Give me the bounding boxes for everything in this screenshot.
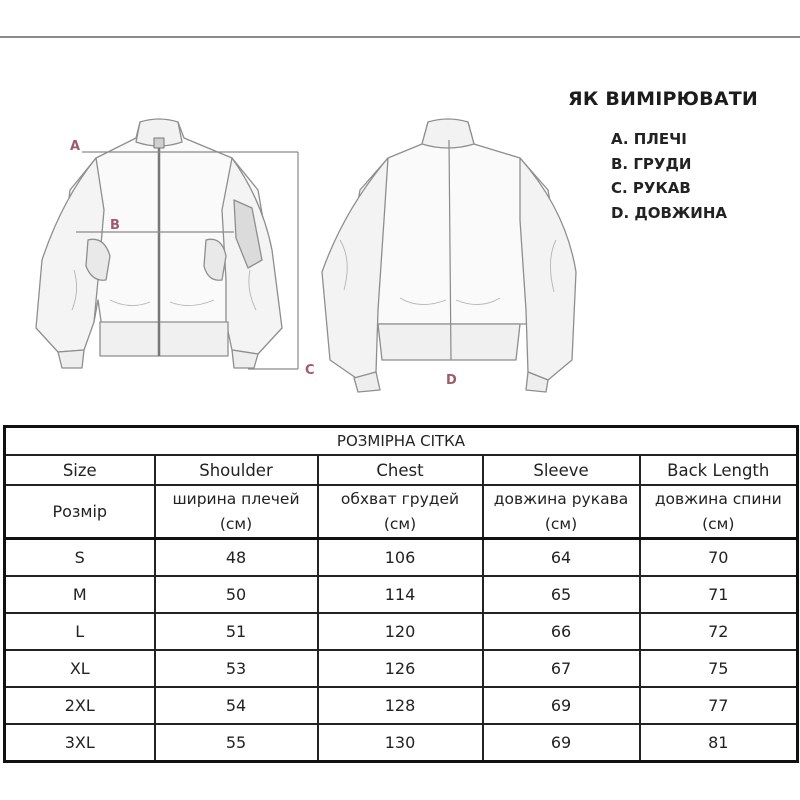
front-jacket-icon [36,119,282,368]
cell-chest: 120 [318,613,483,650]
marker-d: D [446,373,457,388]
cell-chest: 128 [318,687,483,724]
subheader-sleeve [483,485,640,539]
cell-shoulder: 54 [155,687,318,724]
size-chart-table [3,425,799,763]
cell-sleeve: 66 [483,613,640,650]
cell-shoulder: 55 [155,724,318,762]
subheader-shoulder-text: ширина плечей [172,489,300,508]
header-back-length: Back Length [640,455,798,485]
top-divider [0,36,800,38]
cell-size: 2XL [5,687,155,724]
cell-size: XL [5,650,155,687]
cell-back-length: 81 [640,724,798,762]
legend-item-b: B. ГРУДИ [611,154,692,173]
table-title-row [5,427,798,456]
header-size: Size [5,455,155,485]
subheader-chest-unit: (см) [383,514,417,533]
legend-item-d: D. ДОВЖИНА [611,203,727,222]
table-header-row [5,455,798,485]
subheader-chest-text: обхват грудей [340,489,460,508]
cell-back-length: 75 [640,650,798,687]
cell-sleeve: 67 [483,650,640,687]
subheader-back-length-unit: (см) [702,514,735,533]
cell-shoulder: 53 [155,650,318,687]
subheader-sleeve-unit: (см) [544,514,578,533]
marker-c: C [305,363,315,378]
how-to-title: ЯК ВИМІРЮВАТИ [568,88,759,110]
marker-b: B [110,218,120,233]
cell-size: M [5,576,155,613]
table-row [5,650,798,687]
subheader-shoulder [155,485,318,539]
subheader-back-length-text: довжина спини [654,489,782,508]
cell-chest: 114 [318,576,483,613]
legend-item-a: A. ПЛЕЧІ [611,130,687,148]
cell-size: S [5,539,155,577]
cell-back-length: 77 [640,687,798,724]
cell-shoulder: 50 [155,576,318,613]
cell-sleeve: 65 [483,576,640,613]
cell-back-length: 72 [640,613,798,650]
cell-chest: 126 [318,650,483,687]
table-row [5,613,798,650]
subheader-size [5,485,155,539]
table-row [5,576,798,613]
table-title: РОЗМІРНА СІТКА [5,427,798,456]
cell-shoulder: 51 [155,613,318,650]
subheader-shoulder-unit: (см) [219,514,253,533]
measure-legend [568,127,758,225]
cell-sleeve: 64 [483,539,640,577]
header-chest: Chest [318,455,483,485]
cell-chest: 106 [318,539,483,577]
table-row [5,539,798,577]
subheader-sleeve-text: довжина рукава [493,489,629,508]
cell-size: 3XL [5,724,155,762]
cell-back-length: 70 [640,539,798,577]
header-sleeve: Sleeve [483,455,640,485]
table-subheader-row [5,485,798,539]
subheader-size-text: Розмір [52,502,108,521]
subheader-chest [318,485,483,539]
subheader-back-length [640,485,798,539]
cell-chest: 130 [318,724,483,762]
header-shoulder: Shoulder [155,455,318,485]
how-to-measure [568,88,758,225]
marker-a: A [70,139,81,154]
table-row [5,724,798,762]
cell-sleeve: 69 [483,687,640,724]
cell-back-length: 71 [640,576,798,613]
cell-size: L [5,613,155,650]
cell-sleeve: 69 [483,724,640,762]
cell-shoulder: 48 [155,539,318,577]
legend-item-c: C. РУКАВ [611,179,691,197]
table-row [5,687,798,724]
